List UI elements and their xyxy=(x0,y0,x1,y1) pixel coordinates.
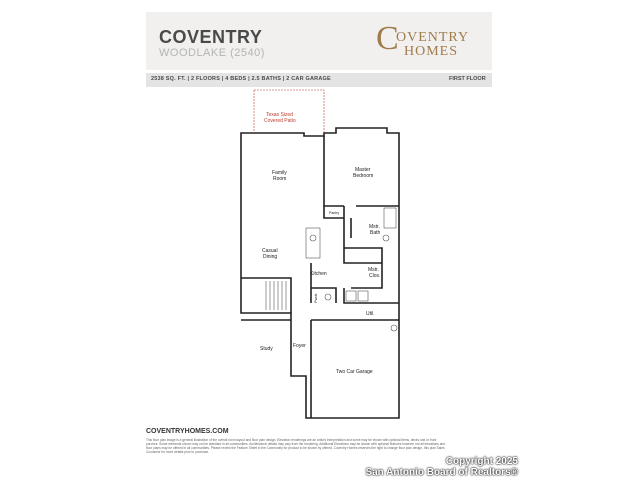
tub xyxy=(384,208,396,228)
master-wall xyxy=(324,136,344,206)
coventry-homes-logo xyxy=(376,20,482,62)
disclaimer-text: This floor plan image is a general illustration of the overall room layout and floor plan design. Elevation renderings are an artist's interpretation and some may be shown with optional items, decks and or front porches. Some elements shown may not be standard in all communities. Architectural details may vary from the rendering. Additional Elevations may be shown with optional features however not all elevations and floor plans may be offered in all communities. Please review the Feature Sheet in the Community for product to be shown by offered. Coventry Homes reserves the right to change floor plan design, this plan Sales Counselor for more details prior to purchase. xyxy=(146,438,446,454)
pwdr-toilet xyxy=(325,294,331,300)
room-mstr-bath-label: Mstr. xyxy=(369,224,380,230)
room-pantry-label: Pantry xyxy=(329,211,340,215)
room-mstr-clos-label2: Clos. xyxy=(369,273,381,279)
dryer xyxy=(358,291,368,301)
plan-title: COVENTRY xyxy=(159,27,263,47)
washer xyxy=(346,291,356,301)
room-study-label: Study xyxy=(260,346,273,352)
spec-summary: 2538 SQ. FT. | 2 FLOORS | 4 BEDS | 2.5 BATHS | 2 CAR GARAGE xyxy=(151,76,331,82)
room-pwdr-label: Pwdr. xyxy=(313,292,318,303)
room-patio-label2: Covered Patio xyxy=(264,118,296,124)
room-mstr-bath-label2: Bath xyxy=(370,230,381,236)
kitchen-island xyxy=(306,228,320,258)
stairs xyxy=(266,281,286,310)
website-url: COVENTRYHOMES.COM xyxy=(146,428,229,435)
copyright-year: Copyright 2025 xyxy=(445,456,518,467)
room-kitchen-label: Kitchen xyxy=(310,271,327,277)
room-garage-label: Two Car Garage xyxy=(336,369,373,375)
logo-text-bottom: HOMES xyxy=(404,44,459,59)
room-mstr-clos-label: Mstr. xyxy=(368,267,379,273)
room-master-label: Master xyxy=(355,167,371,173)
room-master-label2: Bedroom xyxy=(353,173,374,179)
floor-label: FIRST FLOOR xyxy=(449,76,486,82)
room-util-label: Util. xyxy=(366,311,375,317)
copyright-owner: San Antonio Board of Realtors® xyxy=(365,467,518,478)
room-family-label2: Room xyxy=(273,176,287,182)
room-casual-label: Casual xyxy=(262,248,278,254)
island-sink xyxy=(310,235,316,241)
room-patio-label: Texas Sized xyxy=(266,112,293,118)
master-toilet xyxy=(383,235,389,241)
logo-initial: C xyxy=(376,20,399,57)
floor-plan-drawing xyxy=(146,88,492,423)
plan-subtitle: WOODLAKE (2540) xyxy=(159,47,265,59)
room-casual-label2: Dining xyxy=(263,254,278,260)
logo-text-top: OVENTRY xyxy=(396,30,470,45)
garage-column xyxy=(391,325,397,331)
room-foyer-label: Foyer xyxy=(293,343,306,349)
room-family-label: Family xyxy=(272,170,287,176)
